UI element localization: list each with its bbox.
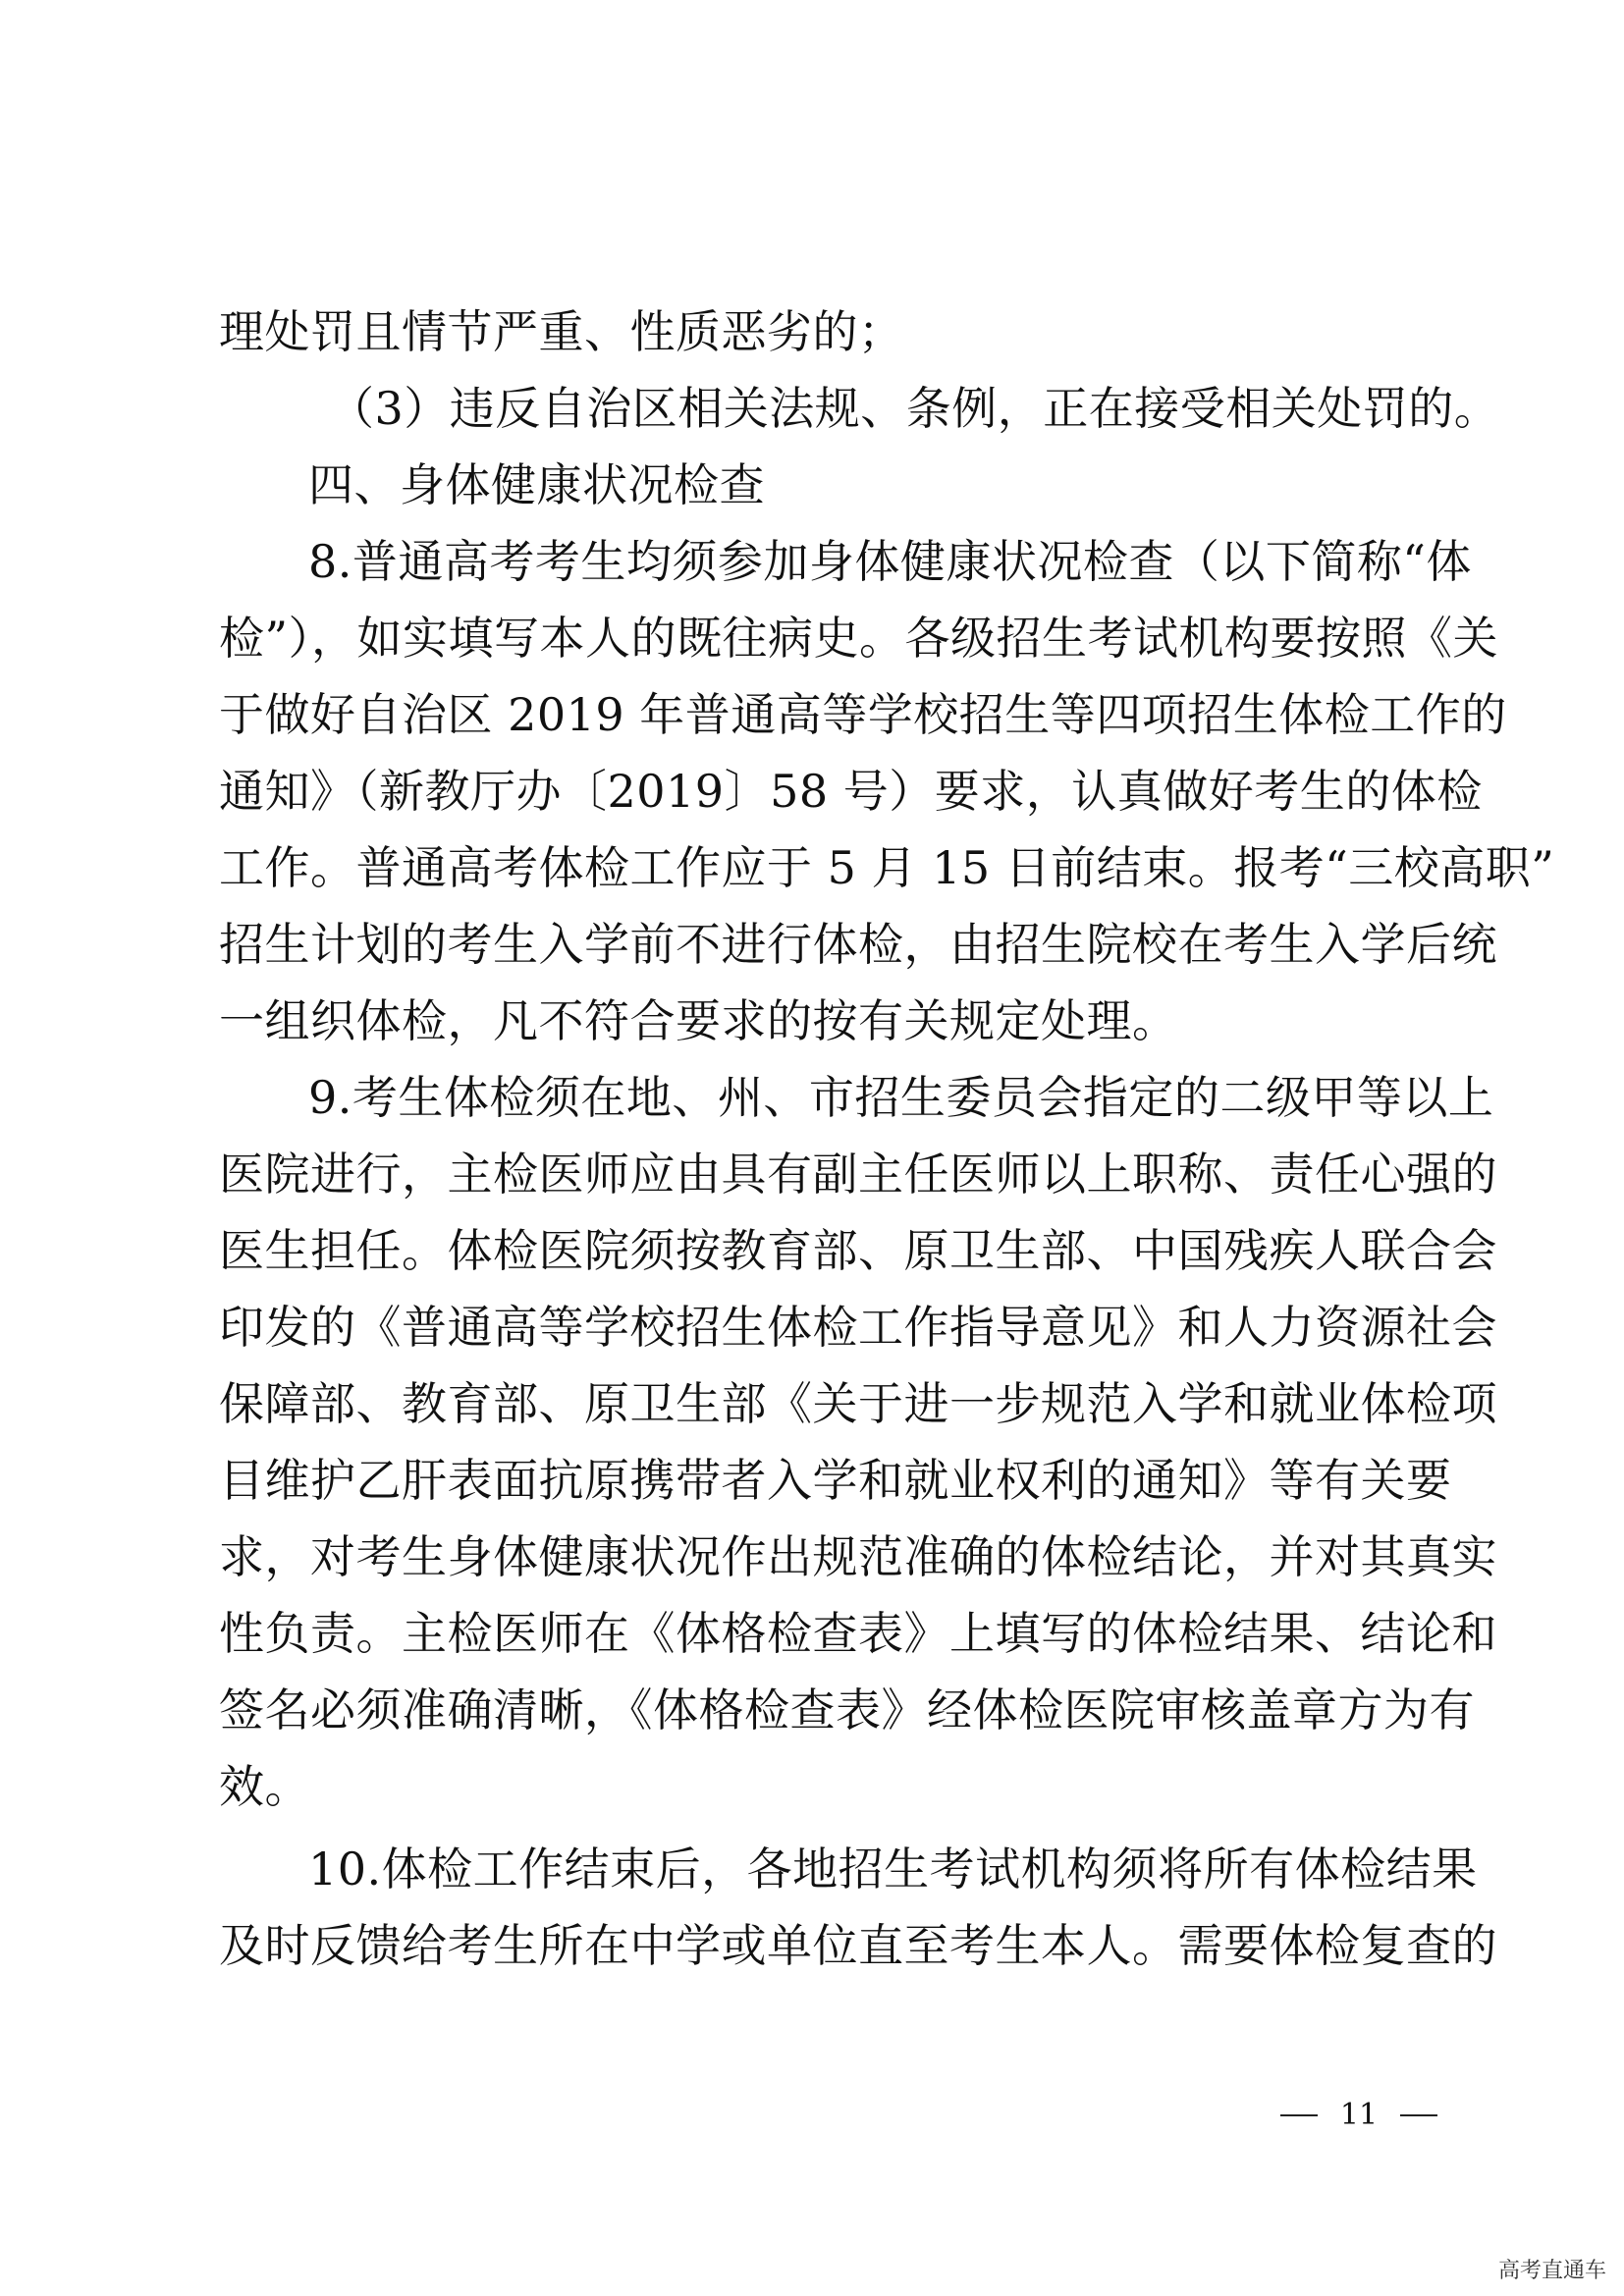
page-number-dash-left — [1280, 2114, 1318, 2116]
paragraph-8-line: 招生计划的考生入学前不进行体检，由招生院校在考生入学后统 — [219, 918, 1497, 971]
paragraph-9-line: 求，对考生身体健康状况作出规范准确的体检结论，并对其真实 — [219, 1530, 1497, 1583]
paragraph-8-line: 通知》（新教厅办〔2019〕58 号）要求，认真做好考生的体检 — [219, 765, 1483, 818]
paragraph-8-line: 一组织体检，凡不符合要求的按有关规定处理。 — [219, 994, 1178, 1047]
paragraph-9-line: 印发的《普通高等学校招生体检工作指导意见》和人力资源社会 — [219, 1301, 1497, 1354]
paragraph-9-line: 效。 — [219, 1760, 310, 1813]
page-number — [1280, 2096, 1437, 2135]
paragraph-9-line: 签名必须准确清晰，《体格检查表》经体检医院审核盖章方为有 — [219, 1683, 1475, 1736]
paragraph-8-line: 工作。普通高考体检工作应于 5 月 15 日前结束。报考“三校高职” — [219, 841, 1555, 894]
section-heading-health-check: 四、身体健康状况检查 — [308, 458, 765, 511]
paragraph-10-line: 及时反馈给考生所在中学或单位直至考生本人。需要体检复查的 — [219, 1919, 1497, 1972]
paragraph-8-line: 检”），如实填写本人的既往病史。各级招生考试机构要按照《关 — [219, 612, 1499, 665]
paragraph-8-line: 8.普通高考考生均须参加身体健康状况检查（以下简称“体 — [308, 535, 1472, 588]
page-number-dash-right — [1400, 2114, 1437, 2116]
paragraph-9-line: 医院进行，主检医师应由具有副主任医师以上职称、责任心强的 — [219, 1148, 1497, 1201]
paragraph-10-line: 10.体检工作结束后，各地招生考试机构须将所有体检结果 — [308, 1842, 1478, 1896]
body-line: 理处罚且情节严重、性质恶劣的； — [219, 305, 904, 358]
page-number-value: 11 — [1339, 2098, 1379, 2132]
paragraph-9-line: 目维护乙肝表面抗原携带者入学和就业权利的通知》等有关要 — [219, 1454, 1452, 1507]
paragraph-9-line: 性负责。主检医师在《体格检查表》上填写的体检结果、结论和 — [219, 1607, 1497, 1660]
list-item-3: （3）违反自治区相关法规、条例，正在接受相关处罚的。 — [329, 382, 1500, 435]
paragraph-8-line: 于做好自治区 2019 年普通高等学校招生等四项招生体检工作的 — [219, 688, 1507, 741]
watermark: 高考直通车 — [1497, 2259, 1606, 2283]
paragraph-9-line: 医生担任。体检医院须按教育部、原卫生部、中国残疾人联合会 — [219, 1224, 1497, 1277]
paragraph-9-line: 9.考生体检须在地、州、市招生委员会指定的二级甲等以上 — [308, 1071, 1494, 1124]
paragraph-9-line: 保障部、教育部、原卫生部《关于进一步规范入学和就业体检项 — [219, 1377, 1497, 1430]
